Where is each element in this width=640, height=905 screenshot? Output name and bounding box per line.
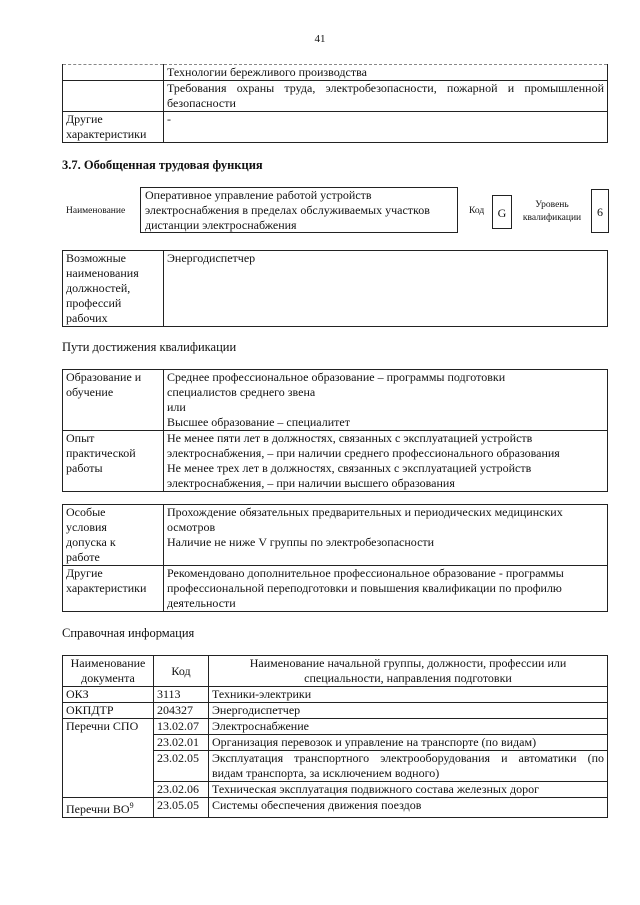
cell-doc: ОКПДТР — [63, 703, 154, 719]
table-header-row — [63, 656, 608, 687]
paths-table — [62, 369, 608, 492]
top-characteristics-table — [62, 64, 608, 143]
cell-code: 13.02.07 — [154, 719, 209, 735]
cell-name: Техники-электрики — [209, 687, 608, 703]
reference-table — [62, 655, 608, 818]
qualification-level-label: Уровень квалификации — [522, 200, 582, 223]
row-value: Прохождение обязательных предварительных и периодических медицинских осмотров Наличие не ниже V группы по электробезопасности — [164, 505, 608, 566]
header-name: Наименование начальной группы, должности, профессии или специальности, направления подготовки — [209, 656, 608, 687]
paths-heading: Пути достижения квалификации — [62, 340, 237, 354]
conditions-table — [62, 504, 608, 612]
table-row — [63, 505, 608, 566]
positions-value: Энергодиспетчер — [164, 251, 608, 327]
cell-name: Эксплуатация транспортного электрооборудования и автоматики (по видам транспорта, за исключением водного) — [209, 751, 608, 782]
cell-code: 23.02.05 — [154, 751, 209, 782]
cell-doc — [63, 735, 154, 751]
row-label: Другие характеристики — [63, 112, 164, 143]
cell-name: Техническая эксплуатация подвижного состава железных дорог — [209, 782, 608, 798]
row-label: Образование и обучение — [63, 370, 164, 431]
qualification-level-box: 6 — [591, 189, 609, 233]
name-label: Наименование — [66, 206, 126, 216]
row-label: Особые условия допуска к работе — [63, 505, 164, 566]
row-label — [63, 65, 164, 81]
table-row — [63, 81, 608, 112]
code-label: Код — [469, 206, 485, 216]
reference-heading: Справочная информация — [62, 626, 195, 640]
cell-name: Электроснабжение — [209, 719, 608, 735]
table-row — [63, 782, 608, 798]
function-name-box: Оперативное управление работой устройств электроснабжения в пределах обслуживаемых участков дистанции электроснабжения — [140, 187, 458, 233]
page-number: 41 — [314, 33, 326, 45]
row-value: Рекомендовано дополнительное профессиональное образование - программы профессиональной переподготовки и повышения квалификации по профилю деятельности — [164, 566, 608, 612]
positions-table — [62, 250, 608, 327]
table-row — [63, 751, 608, 782]
table-row — [63, 687, 608, 703]
table-row — [63, 703, 608, 719]
row-value: Требования охраны труда, электробезопасности, пожарной и промышленной безопасности — [164, 81, 608, 112]
table-row — [63, 251, 608, 327]
cell-code: 204327 — [154, 703, 209, 719]
row-value: Среднее профессиональное образование – программы подготовки специалистов среднего звена или Высшее образование – специалитет — [164, 370, 608, 431]
table-row — [63, 431, 608, 492]
table-row — [63, 65, 608, 81]
cell-doc — [63, 751, 154, 782]
table-row — [63, 719, 608, 735]
header-code: Код — [154, 656, 209, 687]
table-row — [63, 370, 608, 431]
cell-code: 23.05.05 — [154, 798, 209, 818]
table-row — [63, 735, 608, 751]
footnote-marker: 9 — [129, 801, 134, 810]
cell-name: Системы обеспечения движения поездов — [209, 798, 608, 818]
cell-code: 23.02.01 — [154, 735, 209, 751]
cell-name: Энергодиспетчер — [209, 703, 608, 719]
cell-code: 23.02.06 — [154, 782, 209, 798]
positions-label: Возможные наименования должностей, профессий рабочих — [63, 251, 164, 327]
cell-doc: Перечни СПО — [63, 719, 154, 735]
row-label — [63, 81, 164, 112]
table-row — [63, 112, 608, 143]
row-value: Технологии бережливого производства — [164, 65, 608, 81]
cell-doc: Перечни $ВО^9$ — [63, 798, 154, 818]
row-value: - — [164, 112, 608, 143]
cell-doc — [63, 782, 154, 798]
row-label: Опыт практической работы — [63, 431, 164, 492]
row-value: Не менее пяти лет в должностях, связанных с эксплуатацией устройств электроснабжения, – при наличии среднего профессионального образования Не менее трех лет в должностях, связанных с эксплуатацией устройств электроснабжения, – при наличии высшего образования — [164, 431, 608, 492]
cell-code: 3113 — [154, 687, 209, 703]
code-value-box: G — [492, 195, 512, 229]
cell-name: Организация перевозок и управление на транспорте (по видам) — [209, 735, 608, 751]
section-title: 3.7. Обобщенная трудовая функция — [62, 158, 263, 172]
header-doc: Наименование документа — [63, 656, 154, 687]
cell-doc: ОКЗ — [63, 687, 154, 703]
table-row — [63, 798, 608, 818]
row-label: Другие характеристики — [63, 566, 164, 612]
table-row — [63, 566, 608, 612]
